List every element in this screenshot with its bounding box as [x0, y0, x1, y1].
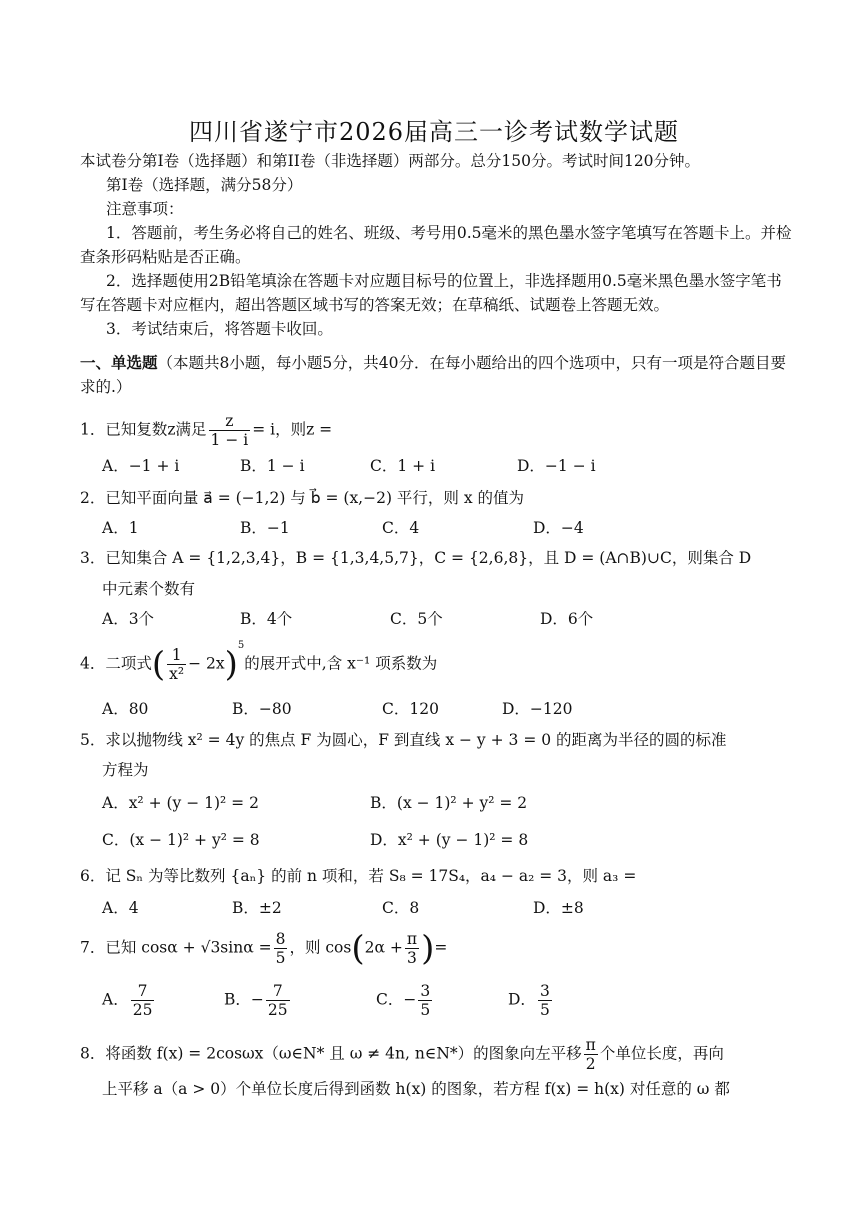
intro-line: 本试卷分第I卷（选择题）和第II卷（非选择题）两部分。总分150分。考试时间120分钟。: [80, 152, 701, 170]
q7-option-c: [376, 982, 434, 1019]
q7-frac-den: 5: [275, 949, 286, 967]
q6-option-b: B．±2: [232, 899, 282, 917]
q2-option-b: B．−1: [240, 519, 290, 537]
q4-paren-close: ): [224, 644, 238, 685]
q7-text-b: ，则 cos: [289, 938, 352, 957]
q1-fraction: [209, 412, 251, 449]
question-5-stem-b: 方程为: [102, 761, 149, 779]
q4-option-d: D．−120: [502, 700, 573, 718]
q7-c-den: 5: [420, 1001, 431, 1019]
q7-a-num: 7: [131, 982, 155, 1001]
q4-option-b: B．−80: [232, 700, 292, 718]
section-heading: [80, 352, 786, 374]
q6-option-c: C．8: [382, 899, 420, 917]
q3-option-c: C．5个: [390, 610, 443, 628]
q3-option-d: D．6个: [540, 610, 594, 628]
note-1b: 查条形码粘贴是否正确。: [80, 248, 251, 266]
q4-option-a: A．80: [102, 700, 149, 718]
question-7-stem: [80, 930, 447, 967]
q1-option-c: C．1 + i: [370, 457, 436, 475]
q7-text-a: 7．已知 cosα + √3sinα =: [80, 938, 272, 957]
q4-frac-den: x²: [169, 665, 185, 683]
question-8-stem-a: [80, 1036, 724, 1073]
q3-option-b: B．4个: [240, 610, 293, 628]
q8-frac-num: π: [585, 1036, 596, 1054]
q7-d-frac: [538, 982, 552, 1019]
section-desc-tail: 求的.）: [80, 378, 132, 396]
q4-frac-num: 1: [167, 646, 186, 665]
q6-option-d: D．±8: [533, 899, 584, 917]
q7-b-den: 25: [267, 1001, 288, 1019]
q5-option-a: A．x² + (y − 1)² = 2: [102, 794, 259, 812]
q7-pi-num: π: [406, 930, 418, 948]
q7-b-frac: [266, 982, 290, 1019]
note-1a: 1．答题前，考生务必将自己的姓名、班级、考号用0.5毫米的黑色墨水签字笔填写在答题卡上。并检: [106, 224, 792, 242]
q5-option-d: D．x² + (y − 1)² = 8: [370, 831, 529, 849]
q7-inner: 2α +: [364, 938, 403, 957]
q7-b-sign: −: [250, 990, 264, 1009]
note-3: 3．考试结束后，将答题卡收回。: [106, 320, 333, 338]
note-2a: 2．选择题使用2B铅笔填涂在答题卡对应题目标号的位置上，非选择题用0.5毫米黑色墨水签字笔书: [106, 272, 782, 290]
q7-c-label: C．: [376, 990, 404, 1009]
q7-c-sign: −: [403, 990, 417, 1009]
q4-text-a: 4．二项式: [80, 654, 152, 673]
q2-option-c: C．4: [382, 519, 420, 537]
q6-option-a: A．4: [102, 899, 139, 917]
q4-text-b: 的展开式中,含 x⁻¹ 项系数为: [244, 654, 438, 673]
q1-frac-den: 1 − i: [210, 431, 249, 449]
q7-c-frac: [418, 982, 432, 1019]
q7-frac-num: 8: [275, 930, 286, 948]
q7-d-num: 3: [539, 982, 550, 1000]
q7-d-label: D．: [508, 990, 536, 1009]
question-5-stem-a: 5．求以抛物线 x² = 4y 的焦点 F 为圆心，F 到直线 x − y + 3 = 0 的距离为半径的圆的标准: [80, 731, 727, 749]
q5-option-b: B．(x − 1)² + y² = 2: [370, 794, 528, 812]
q8-fraction: [584, 1036, 598, 1073]
q7-paren-open: (: [351, 928, 365, 969]
q7-option-d: [508, 982, 554, 1019]
q1-option-a: A．−1 + i: [102, 457, 180, 475]
question-6-stem: 6．记 Sₙ 为等比数列 {aₙ} 的前 n 项和，若 S₈ = 17S₄，a₄ − a₂ = 3，则 a₃ =: [80, 867, 637, 885]
q1-option-b: B．1 − i: [240, 457, 305, 475]
note-2b: 写在答题卡对应框内，超出答题区域书写的答案无效；在草稿纸、试题卷上答题无效。: [80, 296, 670, 314]
q1-frac-num: z: [209, 412, 251, 431]
q5-option-c: C．(x − 1)² + y² = 8: [102, 831, 260, 849]
q7-option-a: [102, 982, 156, 1019]
q7-d-den: 5: [539, 1001, 550, 1019]
q7-pi-fraction: [405, 930, 419, 967]
notes-heading: 注意事项：: [106, 200, 184, 218]
q7-pi-den: 3: [407, 949, 417, 967]
section-desc: （本题共8小题，每小题5分，共40分．在每小题给出的四个选项中，只有一项是符合题目要: [157, 354, 786, 372]
q7-b-num: 7: [266, 982, 290, 1001]
question-4-stem: [80, 640, 438, 685]
q1-option-d: D．−1 − i: [517, 457, 596, 475]
question-8-stem-c: 上平移 a（a > 0）个单位长度后得到函数 h(x) 的图象，若方程 f(x) = h(x) 对任意的 ω 都: [102, 1080, 730, 1098]
q4-fraction: [167, 646, 186, 683]
question-3-stem-b: 中元素个数有: [102, 580, 196, 598]
q2-option-a: A．1: [102, 519, 139, 537]
q4-power: 5: [237, 640, 245, 652]
q7-a-den: 25: [132, 1001, 153, 1019]
page-title: 四川省遂宁市2026届高三一诊考试数学试题: [188, 118, 680, 146]
q7-fraction: [274, 930, 288, 967]
section-title: 一、单选题: [80, 353, 158, 372]
q1-text-b: = i，则z =: [252, 420, 333, 439]
q8-frac-den: 2: [585, 1055, 596, 1073]
q8-text-a: 8．将函数 f(x) = 2cosωx（ω∈N* 且 ω ≠ 4n, n∈N*）的图象向左平移: [80, 1044, 582, 1063]
q3-option-a: A．3个: [102, 610, 155, 628]
question-1-stem: [80, 412, 332, 449]
volume-label: 第I卷（选择题，满分58分）: [106, 176, 303, 194]
q7-c-num: 3: [420, 982, 431, 1000]
question-2-stem: 2．已知平面向量 a⃗ = (−1,2) 与 b⃗ = (x,−2) 平行，则 x 的值为: [80, 489, 525, 507]
q7-paren-close: ): [421, 928, 435, 969]
q2-option-d: D．−4: [533, 519, 584, 537]
q4-option-c: C．120: [382, 700, 439, 718]
q1-text-a: 1．已知复数z满足: [80, 420, 207, 439]
q8-text-b: 个单位长度，再向: [599, 1044, 724, 1063]
q7-b-label: B．: [224, 990, 251, 1009]
q7-option-b: [224, 982, 292, 1019]
q4-inner: − 2x: [188, 654, 225, 673]
q7-text-c: =: [434, 938, 448, 957]
question-3-stem-a: 3．已知集合 A = {1,2,3,4}，B = {1,3,4,5,7}，C = {2,6,8}，且 D = (A∩B)∪C，则集合 D: [80, 549, 752, 567]
q4-paren-open: (: [151, 644, 166, 685]
q7-a-label: A．: [102, 990, 129, 1009]
q7-a-frac: [131, 982, 155, 1019]
